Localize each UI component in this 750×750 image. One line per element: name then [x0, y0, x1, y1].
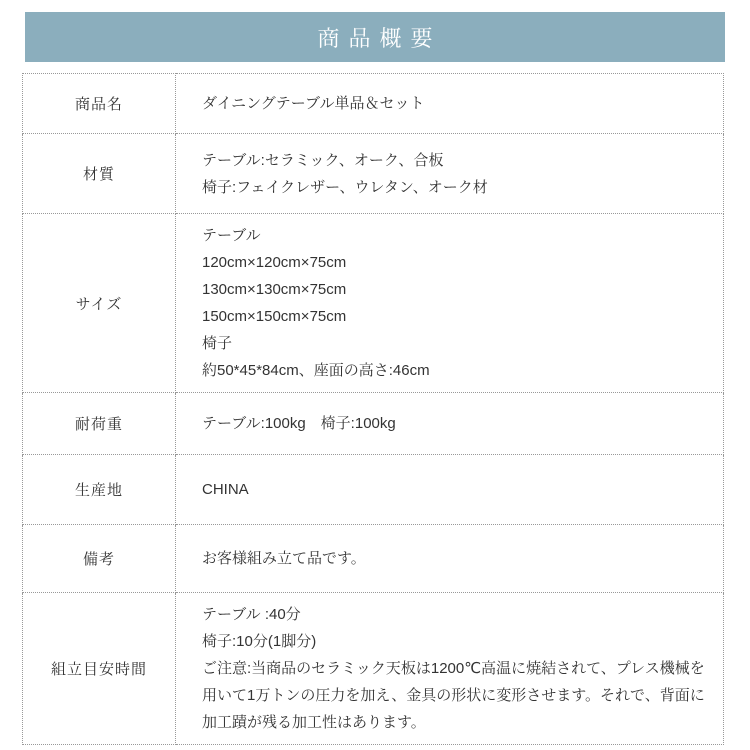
value-line: ご注意:当商品のセラミック天板は1200℃高温に焼結されて、プレス機械を用いて1万トンの圧力を加え、金具の形状に変形させます。それで、背面に加工蹟が残る加工性はあります。	[202, 660, 705, 731]
value-line: 約50*45*84cm、座面の高さ:46cm	[202, 362, 430, 379]
row-value	[176, 393, 724, 455]
value-line: テーブル :40分	[202, 606, 301, 623]
section-header	[25, 12, 725, 62]
table-row-origin	[23, 455, 724, 525]
row-label: サイズ	[23, 214, 176, 393]
row-value	[176, 455, 724, 525]
row-value	[176, 593, 724, 745]
value-line: CHINA	[202, 481, 249, 498]
row-label: 材質	[23, 134, 176, 214]
table-row-load-capacity	[23, 393, 724, 455]
value-line: 椅子	[202, 335, 233, 352]
row-label: 耐荷重	[23, 393, 176, 455]
row-value	[176, 214, 724, 393]
value-line: 130cm×130cm×75cm	[202, 281, 347, 298]
product-spec-table	[22, 73, 724, 745]
row-value	[176, 525, 724, 593]
section-title: 商品概要	[317, 25, 442, 51]
table-row-material	[23, 134, 724, 214]
value-line: 120cm×120cm×75cm	[202, 254, 347, 271]
value-line: テーブル:セラミック、オーク、合板	[202, 151, 444, 169]
row-label: 商品名	[23, 74, 176, 134]
row-value	[176, 134, 724, 214]
table-row-size	[23, 214, 724, 393]
row-label: 組立目安時間	[23, 593, 176, 745]
row-label: 備考	[23, 525, 176, 593]
value-line: ダイニングテーブル単品＆セット	[202, 95, 425, 112]
value-line: お客様組み立て品です。	[202, 550, 366, 567]
table-row-product-name	[23, 74, 724, 134]
value-line: テーブル:100kg 椅子:100kg	[202, 415, 396, 432]
value-line: 150cm×150cm×75cm	[202, 308, 347, 325]
table-row-assembly-time	[23, 593, 724, 745]
value-line: テーブル	[202, 227, 261, 244]
table-row-remarks	[23, 525, 724, 593]
value-line: 椅子:10分(1脚分)	[202, 633, 317, 650]
value-line: 椅子:フェイクレザー、ウレタン、オーク材	[202, 178, 488, 196]
row-label: 生産地	[23, 455, 176, 525]
row-value	[176, 74, 724, 134]
